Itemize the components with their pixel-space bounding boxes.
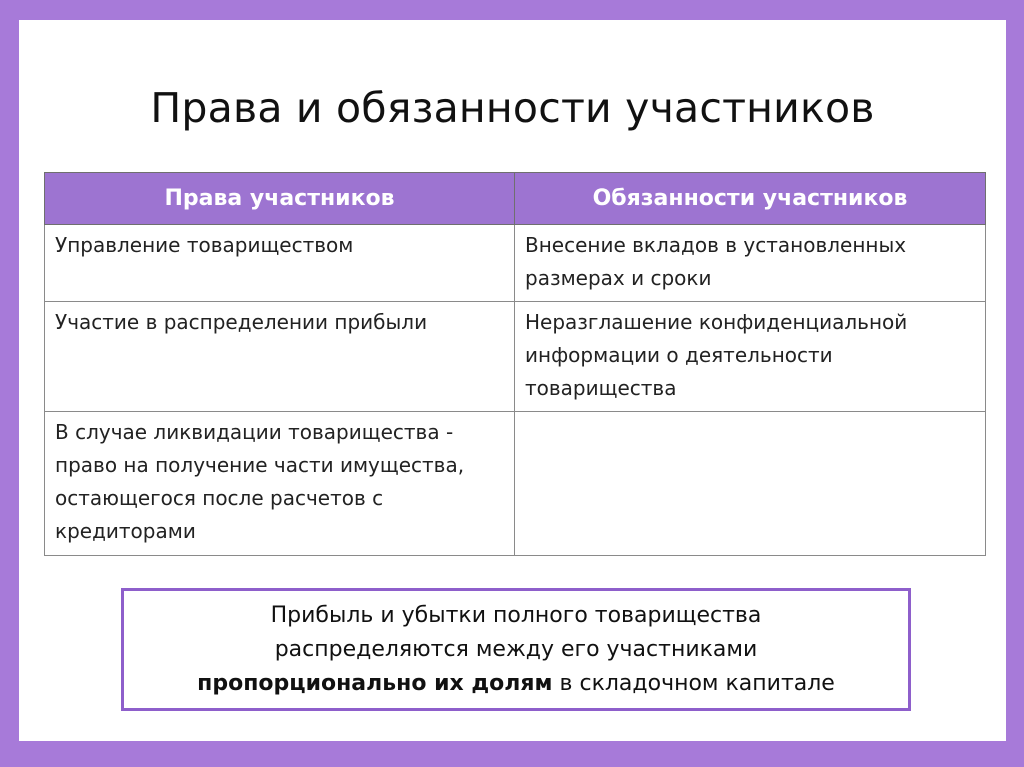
rights-duties-table	[44, 172, 986, 556]
note-line-3	[197, 667, 835, 701]
table-cell-right: В случае ликвидации товарищества - право на получение части имущества, остающегося после расчетов с кредиторами	[45, 412, 515, 556]
table-header-row	[45, 173, 986, 225]
table-row	[45, 412, 986, 556]
table-row	[45, 302, 986, 412]
table-cell-duty	[515, 412, 986, 556]
page-title: Права и обязанности участников	[150, 84, 875, 132]
note-line-2: распределяются между его участниками	[274, 636, 758, 662]
slide	[19, 20, 1006, 741]
profit-loss-note	[121, 588, 911, 711]
table-row	[45, 225, 986, 302]
column-header-duties: Обязанности участников	[515, 173, 986, 225]
table-cell-right: Управление товариществом	[45, 225, 515, 302]
column-header-rights: Права участников	[45, 173, 515, 225]
table-cell-duty: Неразглашение конфиденциальной информации о деятельности товарищества	[515, 302, 986, 412]
note-line-1: Прибыль и убытки полного товарищества	[270, 602, 762, 628]
table-cell-duty: Внесение вкладов в установленных размерах и сроки	[515, 225, 986, 302]
note-emphasis: пропорционально их долям	[197, 670, 553, 696]
note-line-3-rest: в складочном капитале	[552, 670, 835, 696]
table-cell-right: Участие в распределении прибыли	[45, 302, 515, 412]
